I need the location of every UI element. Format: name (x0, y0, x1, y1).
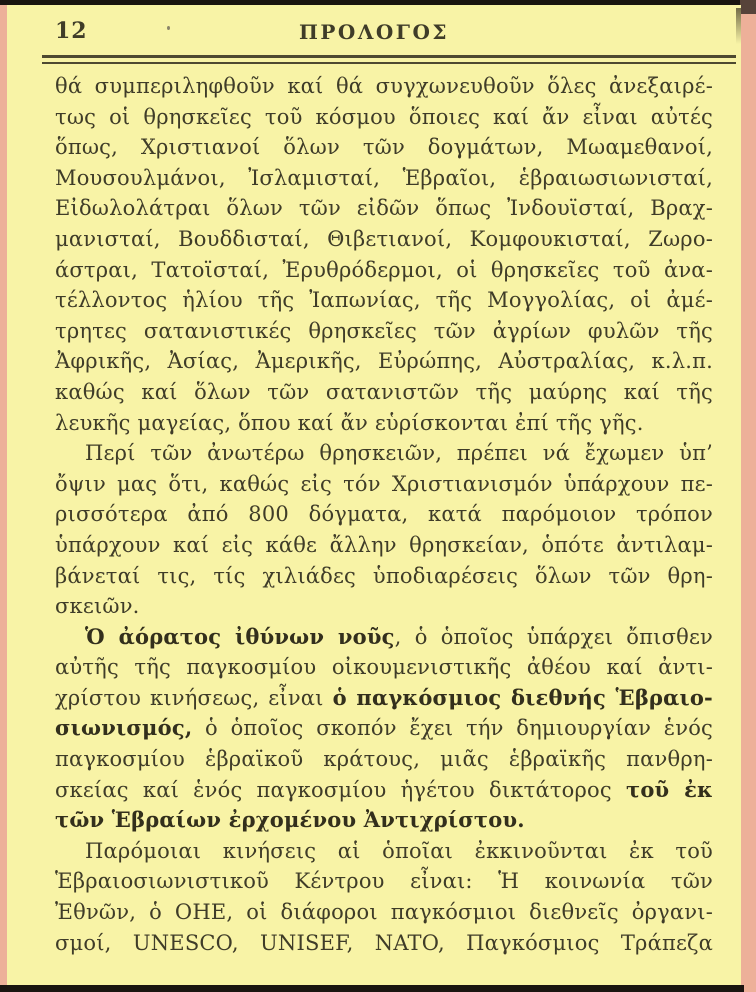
bold-text-segment: σιωνισμός, (55, 715, 193, 741)
text-segment: Περί τῶν ἀνωτέρω θρησκειῶν, πρέπει νά ἔχωμεν ὑπ’ (85, 441, 713, 466)
bold-text-segment: ὁ παγκόσμιος διεθνής Ἑβραιο- (332, 684, 713, 710)
text-line (55, 193, 713, 224)
text-segment: , ὁ ὁποῖος ὑπάρχει ὄπισθεν (394, 624, 713, 649)
text-line (55, 469, 713, 500)
scan-bottom-bar (0, 985, 744, 992)
text-line (55, 897, 713, 928)
text-segment: ὁ ὁποῖος σκοπόν ἔχει τήν δημιουργίαν ἑνός (192, 716, 713, 741)
text-line (55, 652, 713, 683)
text-line (55, 316, 713, 347)
bold-text-segment: τοῦ ἐκ (626, 776, 714, 802)
body-text (55, 71, 713, 958)
text-segment: Ἐθνῶν, ὁ ΟΗΕ, οἱ διάφοροι παγκόσμιοι διεθνεῖς ὀργανι- (55, 900, 713, 925)
text-line (55, 71, 713, 102)
bold-text-segment: τῶν Ἑβραίων ἐρχομένου Ἀντιχρίστου. (55, 807, 525, 833)
text-segment: σκειῶν. (55, 594, 140, 619)
text-line (55, 377, 713, 408)
header-rule (42, 55, 736, 64)
text-line (55, 928, 713, 959)
text-segment: σκείας καί ἑνός παγκοσμίου ἡγέτου δικτάτορος (55, 777, 626, 802)
text-segment: μανισταί, Βουδδισταί, Θιβετιανοί, Κομφουκισταί, Ζωρο- (55, 226, 713, 251)
text-line (55, 346, 713, 377)
text-line (55, 224, 713, 255)
text-line (55, 713, 713, 744)
book-page (7, 5, 741, 985)
text-line (55, 163, 713, 194)
text-line (55, 102, 713, 133)
text-line (55, 622, 713, 653)
text-segment: χρίστου κινήσεως, εἶναι (55, 685, 333, 710)
text-segment: λευκῆς μαγείας, ὅπου καί ἄν εὑρίσκονται ἐπί τῆς γῆς. (55, 410, 644, 435)
text-segment: τως οἱ θρησκεῖες τοῦ κόσμου ὅποιες καί ἄν εἶναι αὐτές (55, 104, 713, 129)
text-line (55, 591, 713, 622)
page-edge-shadow (736, 8, 741, 44)
scan-corner-shadow (740, 0, 756, 14)
text-line (55, 255, 713, 286)
text-segment: σμοί, UNESCO, UNISEF, NATO, Παγκόσμιος Τράπεζα (55, 930, 713, 955)
text-line (55, 836, 713, 867)
text-segment: παγκοσμίου ἑβραϊκοῦ κράτους, μιᾶς ἑβραϊκῆς πανθρη- (55, 747, 713, 772)
text-line (55, 775, 713, 806)
text-line (55, 805, 713, 836)
text-segment: τέλλοντος ἡλίου τῆς Ἰαπωνίας, τῆς Μογγολίας, οἱ ἀμέ- (55, 288, 713, 313)
text-line (55, 683, 713, 714)
text-segment: Μουσουλμάνοι, Ἰσλαμισταί, Ἑβραῖοι, ἑβραιωσιωνισταί, (55, 165, 713, 190)
text-segment: ὅπως, Χριστιανοί ὅλων τῶν δογμάτων, Μωαμεθανοί, (55, 135, 713, 160)
page-number: 12 (55, 18, 88, 44)
text-segment: θά συμπεριληφθοῦν καί θά συγχωνευθοῦν ὅλες ἀνεξαιρέ- (55, 74, 713, 98)
text-segment: βάνεταί τις, τίς χιλιάδες ὑποδιαρέσεις ὅλων τῶν θρη- (55, 563, 713, 588)
text-segment: τρητες σατανιστικές θρησκεῖες τῶν ἀγρίων φυλῶν τῆς (55, 318, 713, 343)
text-segment: ὑπάρχουν καί εἰς κάθε ἄλλην θρησκείαν, ὁπότε ἀντιλαμ- (55, 532, 713, 557)
text-segment: άστραι, Τατοϊσταί, Ἐρυθρόδερμοι, οἱ θρησκεῖες τοῦ ἀνα- (55, 257, 713, 282)
text-segment: αὐτῆς τῆς παγκοσμίου οἰκουμενιστικῆς ἀθέου καί ἀντι- (55, 655, 713, 680)
text-line (55, 132, 713, 163)
bold-text-segment: Ὁ ἀόρατος ἰθύνων νοῦς (85, 623, 395, 649)
text-line (55, 744, 713, 775)
text-segment: Παρόμοιαι κινήσεις αἱ ὁποῖαι ἐκκινοῦνται ἐκ τοῦ (85, 838, 713, 863)
text-segment: καθώς καί ὅλων τῶν σατανιστῶν τῆς μαύρης καί τῆς (55, 379, 713, 404)
page-header-title: ΠΡΟΛΟΓΟΣ (298, 20, 450, 44)
text-segment: Ἀφρικῆς, Ἀσίας, Ἀμερικῆς, Εὐρώπης, Αὐστραλίας, κ.λ.π. (55, 349, 713, 374)
text-segment: ρισσότερα ἀπό 800 δόγματα, κατά παρόμοιον τρόπον (55, 502, 713, 527)
text-segment: ὄψιν μας ὅτι, καθώς εἰς τόν Χριστιανισμόν ὑπάρχουν πε- (55, 471, 713, 496)
text-segment: Ἑβραιοσιωνιστικοῦ Κέντρου εἶναι: Ἡ κοινωνία τῶν (55, 869, 713, 894)
text-line (55, 499, 713, 530)
text-line (55, 530, 713, 561)
text-line (55, 285, 713, 316)
text-segment: Εἰδωλολάτραι ὅλων τῶν εἰδῶν ὅπως Ἰνδουϊσταί, Βραχ- (55, 196, 713, 221)
text-line (55, 866, 713, 897)
text-line (55, 561, 713, 592)
text-line (55, 438, 713, 469)
text-line (55, 408, 713, 439)
